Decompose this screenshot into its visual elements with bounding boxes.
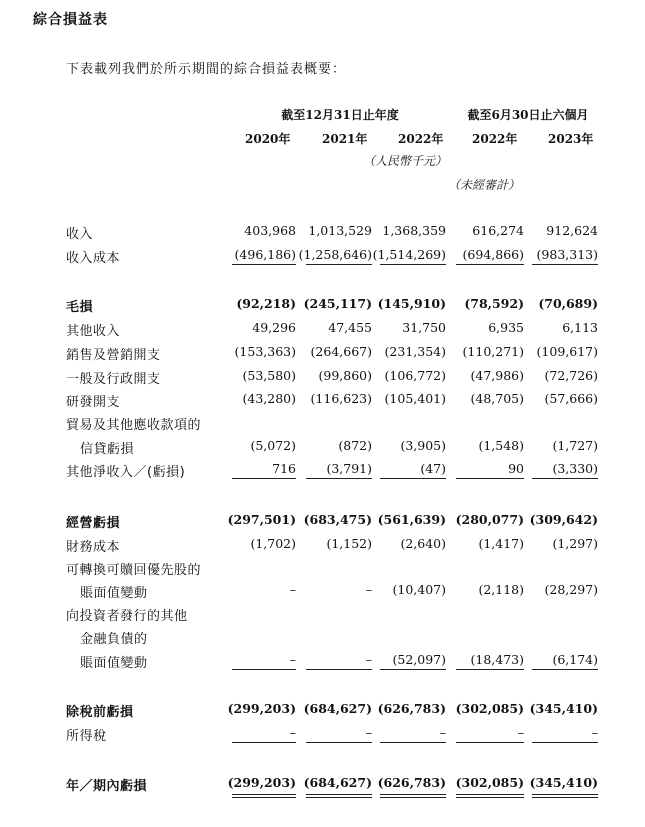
header-year-2022-h1: 2022年 [472, 132, 518, 146]
value-cell: (302,085) [455, 775, 524, 790]
value-cell: (345,410) [529, 701, 598, 716]
value-cell: (299,203) [227, 701, 296, 716]
rule [456, 669, 524, 670]
value-cell: (302,085) [455, 701, 524, 716]
value-cell: (561,639) [377, 512, 446, 527]
row-label-receivables: 貿易及其他應收款項的 [66, 418, 202, 433]
value-cell: (153,363) [234, 344, 296, 359]
value-cell: – [517, 725, 524, 740]
value-cell: (297,501) [227, 512, 296, 527]
value-cell: 31,750 [402, 320, 446, 335]
value-cell: (43,280) [242, 391, 296, 406]
row-label-admin-expenses: 一般及行政開支 [66, 372, 161, 387]
value-cell: (626,783) [377, 775, 446, 790]
value-cell: (1,258,646) [298, 247, 372, 262]
row-label-cost-of-revenue: 收入成本 [66, 251, 121, 266]
rule [232, 264, 296, 265]
rule [306, 742, 372, 743]
value-cell: 49,296 [252, 320, 296, 335]
value-cell: (1,514,269) [372, 247, 446, 262]
value-cell: (145,910) [377, 296, 446, 311]
value-cell: 1,368,359 [382, 223, 446, 238]
value-cell: (18,473) [470, 652, 524, 667]
value-cell: (683,475) [303, 512, 372, 527]
value-cell: (57,666) [544, 391, 598, 406]
row-label-gross-loss: 毛損 [66, 300, 94, 315]
row-label-credit-losses: 信貸虧損 [80, 442, 135, 457]
value-cell: – [289, 652, 296, 667]
value-cell: 912,624 [546, 223, 598, 238]
value-cell: 1,013,529 [308, 223, 372, 238]
row-label-other-income: 其他收入 [66, 324, 121, 339]
rule [306, 264, 372, 265]
rule [232, 669, 296, 670]
rule [380, 264, 446, 265]
value-cell: 47,455 [328, 320, 372, 335]
value-cell: (72,726) [544, 368, 598, 383]
value-cell: (3,791) [326, 461, 372, 476]
row-label-carrying-change-1: 賬面值變動 [80, 586, 148, 601]
value-cell: – [365, 725, 372, 740]
header-year-2020: 2020年 [245, 132, 291, 146]
value-cell: 716 [272, 461, 296, 476]
row-label-preferred-shares: 可轉換可贖回優先股的 [66, 563, 202, 578]
double-rule [456, 794, 524, 798]
value-cell: 6,935 [488, 320, 524, 335]
double-rule [532, 794, 598, 798]
value-cell: (116,623) [310, 391, 372, 406]
value-cell: 403,968 [244, 223, 296, 238]
value-cell: (10,407) [392, 582, 446, 597]
rule [532, 264, 598, 265]
value-cell: (3,330) [552, 461, 598, 476]
value-cell: (2,118) [478, 582, 524, 597]
value-cell: (106,772) [384, 368, 446, 383]
row-label-operating-loss: 經營虧損 [66, 516, 121, 531]
double-rule [380, 794, 446, 798]
value-cell: (1,152) [326, 536, 372, 551]
row-label-other-net-income: 其他淨收入／(虧損) [66, 465, 186, 480]
value-cell: (3,905) [400, 438, 446, 453]
row-label-rnd-expenses: 研發開支 [66, 395, 121, 410]
value-cell: (92,218) [236, 296, 296, 311]
value-cell: (1,297) [552, 536, 598, 551]
value-cell: 616,274 [472, 223, 524, 238]
value-cell: (309,642) [529, 512, 598, 527]
row-label-revenue: 收入 [66, 227, 94, 242]
value-cell: – [289, 582, 296, 597]
value-cell: (52,097) [392, 652, 446, 667]
header-year-2023-h1: 2023年 [548, 132, 594, 146]
rule [306, 478, 372, 479]
value-cell: (70,689) [538, 296, 598, 311]
header-unaudited: （未經審計） [448, 178, 521, 192]
value-cell: (299,203) [227, 775, 296, 790]
value-cell: – [591, 725, 598, 740]
rule [380, 742, 446, 743]
value-cell: (47) [420, 461, 446, 476]
double-rule [232, 794, 296, 798]
header-year-2022: 2022年 [398, 132, 444, 146]
value-cell: (684,627) [303, 701, 372, 716]
value-cell: (872) [338, 438, 372, 453]
value-cell: (6,174) [552, 652, 598, 667]
row-label-financial-liabilities: 金融負債的 [80, 632, 148, 647]
rule [306, 669, 372, 670]
value-cell: (684,627) [303, 775, 372, 790]
value-cell: – [365, 582, 372, 597]
value-cell: (5,072) [250, 438, 296, 453]
rule [232, 478, 296, 479]
value-cell: 6,113 [562, 320, 598, 335]
value-cell: (496,186) [234, 247, 296, 262]
value-cell: (110,271) [462, 344, 524, 359]
row-label-loss-before-tax: 除稅前虧損 [66, 705, 134, 720]
value-cell: (280,077) [455, 512, 524, 527]
page-title: 綜合損益表 [33, 12, 108, 28]
value-cell: (1,702) [250, 536, 296, 551]
rule [532, 669, 598, 670]
value-cell: (78,592) [464, 296, 524, 311]
value-cell: – [439, 725, 446, 740]
value-cell: (53,580) [242, 368, 296, 383]
value-cell: (1,727) [552, 438, 598, 453]
header-year-2021: 2021年 [322, 132, 368, 146]
value-cell: (105,401) [384, 391, 446, 406]
row-label-income-tax: 所得稅 [66, 729, 107, 744]
value-cell: (28,297) [544, 582, 598, 597]
value-cell: (99,860) [318, 368, 372, 383]
row-label-finance-costs: 財務成本 [66, 540, 121, 555]
double-rule [306, 794, 372, 798]
rule [456, 742, 524, 743]
row-label-other-liabilities: 向投資者發行的其他 [66, 609, 188, 624]
value-cell: 90 [508, 461, 524, 476]
header-group-annual: 截至12月31日止年度 [281, 108, 399, 122]
rule [532, 478, 598, 479]
rule [380, 669, 446, 670]
value-cell: (345,410) [529, 775, 598, 790]
value-cell: (264,667) [310, 344, 372, 359]
rule [532, 742, 598, 743]
value-cell: (245,117) [303, 296, 372, 311]
value-cell: (1,417) [478, 536, 524, 551]
row-label-carrying-change-2: 賬面值變動 [80, 656, 148, 671]
value-cell: (694,866) [462, 247, 524, 262]
value-cell: – [289, 725, 296, 740]
rule [456, 264, 524, 265]
value-cell: (983,313) [536, 247, 598, 262]
value-cell: (626,783) [377, 701, 446, 716]
value-cell: (47,986) [470, 368, 524, 383]
header-currency: （人民幣千元） [363, 154, 448, 168]
row-label-selling-expenses: 銷售及營銷開支 [66, 348, 161, 363]
value-cell: (2,640) [400, 536, 446, 551]
rule [232, 742, 296, 743]
value-cell: (1,548) [478, 438, 524, 453]
value-cell: – [365, 652, 372, 667]
value-cell: (109,617) [536, 344, 598, 359]
row-label-net-loss: 年／期內虧損 [66, 779, 148, 794]
rule [380, 478, 446, 479]
header-group-interim: 截至6月30日止六個月 [467, 108, 589, 122]
rule [456, 478, 524, 479]
intro-text: 下表載列我們於所示期間的綜合損益表概要： [66, 62, 347, 77]
value-cell: (231,354) [384, 344, 446, 359]
value-cell: (48,705) [470, 391, 524, 406]
